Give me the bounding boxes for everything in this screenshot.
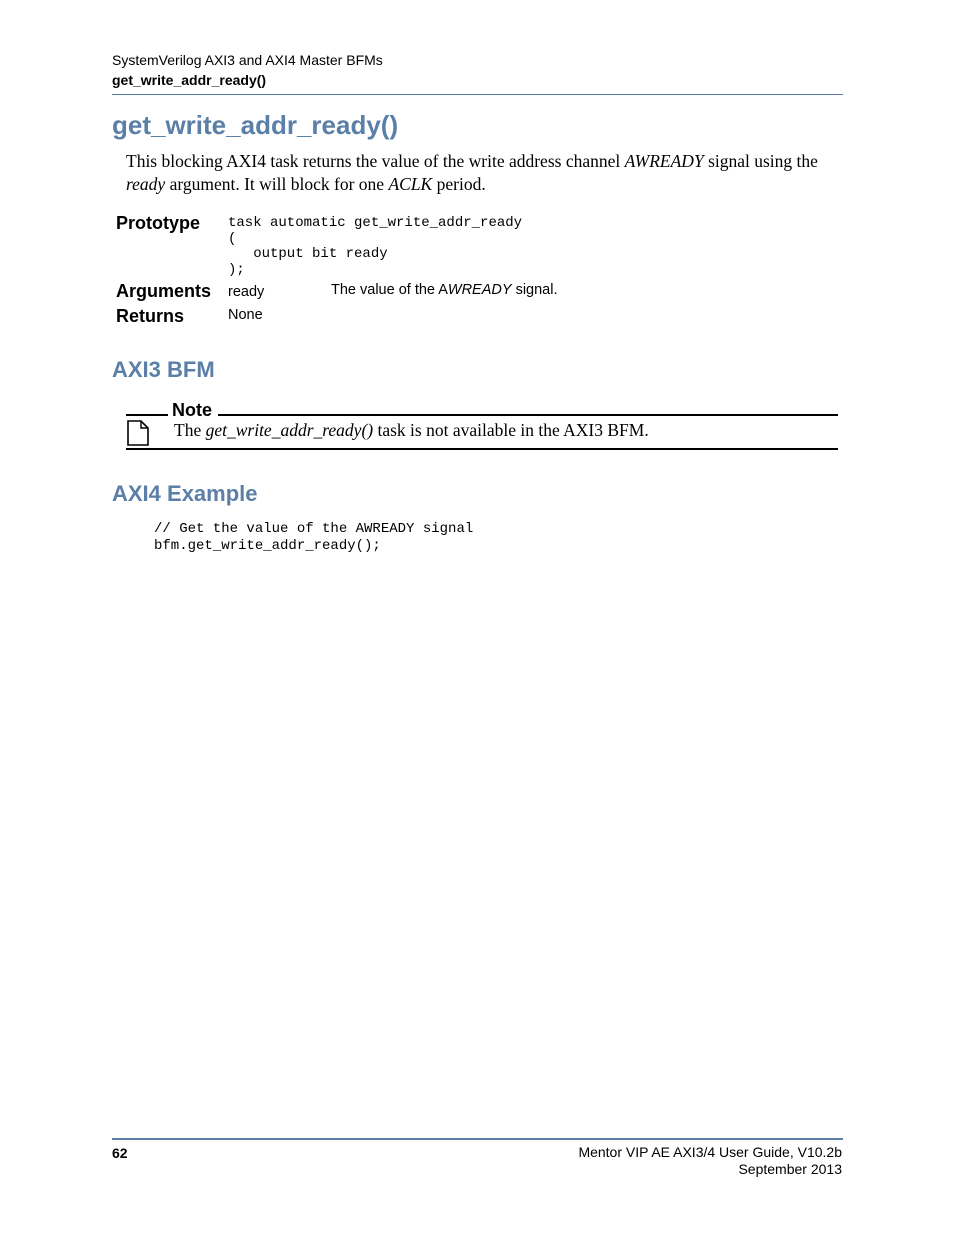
description-aclk: ACLK — [388, 173, 433, 194]
note-text-part: task is not available in the AXI3 BFM. — [373, 420, 649, 440]
arguments-label: Arguments — [116, 281, 212, 301]
note-label: Note — [172, 400, 212, 420]
section-heading: get_write_addr_ready() — [112, 110, 399, 140]
argument-desc-em: WREADY — [447, 282, 512, 298]
argument-name: ready — [228, 284, 265, 300]
argument-desc-text: The value of the A — [331, 282, 448, 298]
description-awready: AWREADY — [624, 151, 704, 171]
prototype-label: Prototype — [116, 213, 201, 233]
footer-guide-title: Mentor VIP AE AXI3/4 User Guide, V10.2b — [578, 1144, 842, 1160]
note-bottom-rule — [126, 448, 838, 450]
note-page-icon — [127, 420, 149, 446]
note-text-em: get_write_addr_ready() — [205, 420, 374, 440]
description-text: This blocking AXI4 task returns the value of the write address channel — [126, 151, 625, 171]
axi4-example-code: // Get the value of the AWREADY signal bfm.get_write_addr_ready(); — [154, 521, 474, 554]
footer-date: September 2013 — [738, 1161, 842, 1177]
description-text: signal using the — [703, 151, 818, 171]
argument-desc-text: signal. — [511, 282, 558, 298]
description-text: argument. It will block for one — [165, 173, 389, 194]
footer-info — [578, 1144, 842, 1178]
axi3-heading: AXI3 BFM — [112, 357, 215, 382]
section-description — [126, 150, 846, 195]
footer-rule — [112, 1138, 843, 1140]
axi4-heading: AXI4 Example — [112, 481, 258, 506]
note-top-rule-right — [218, 414, 838, 416]
note-top-rule-left — [126, 414, 168, 416]
header-rule — [112, 94, 843, 95]
returns-value: None — [228, 307, 263, 323]
note-text-part: The — [174, 420, 206, 440]
page-number: 62 — [112, 1145, 128, 1161]
running-header-title: SystemVerilog AXI3 and AXI4 Master BFMs — [112, 52, 383, 68]
note-text — [174, 420, 649, 441]
description-ready: ready — [126, 173, 166, 194]
running-header-subtitle: get_write_addr_ready() — [112, 72, 267, 88]
prototype-code: task automatic get_write_addr_ready ( output bit ready ); — [228, 215, 523, 278]
argument-description — [331, 282, 558, 298]
description-text: period. — [432, 173, 486, 194]
returns-label: Returns — [116, 306, 185, 326]
